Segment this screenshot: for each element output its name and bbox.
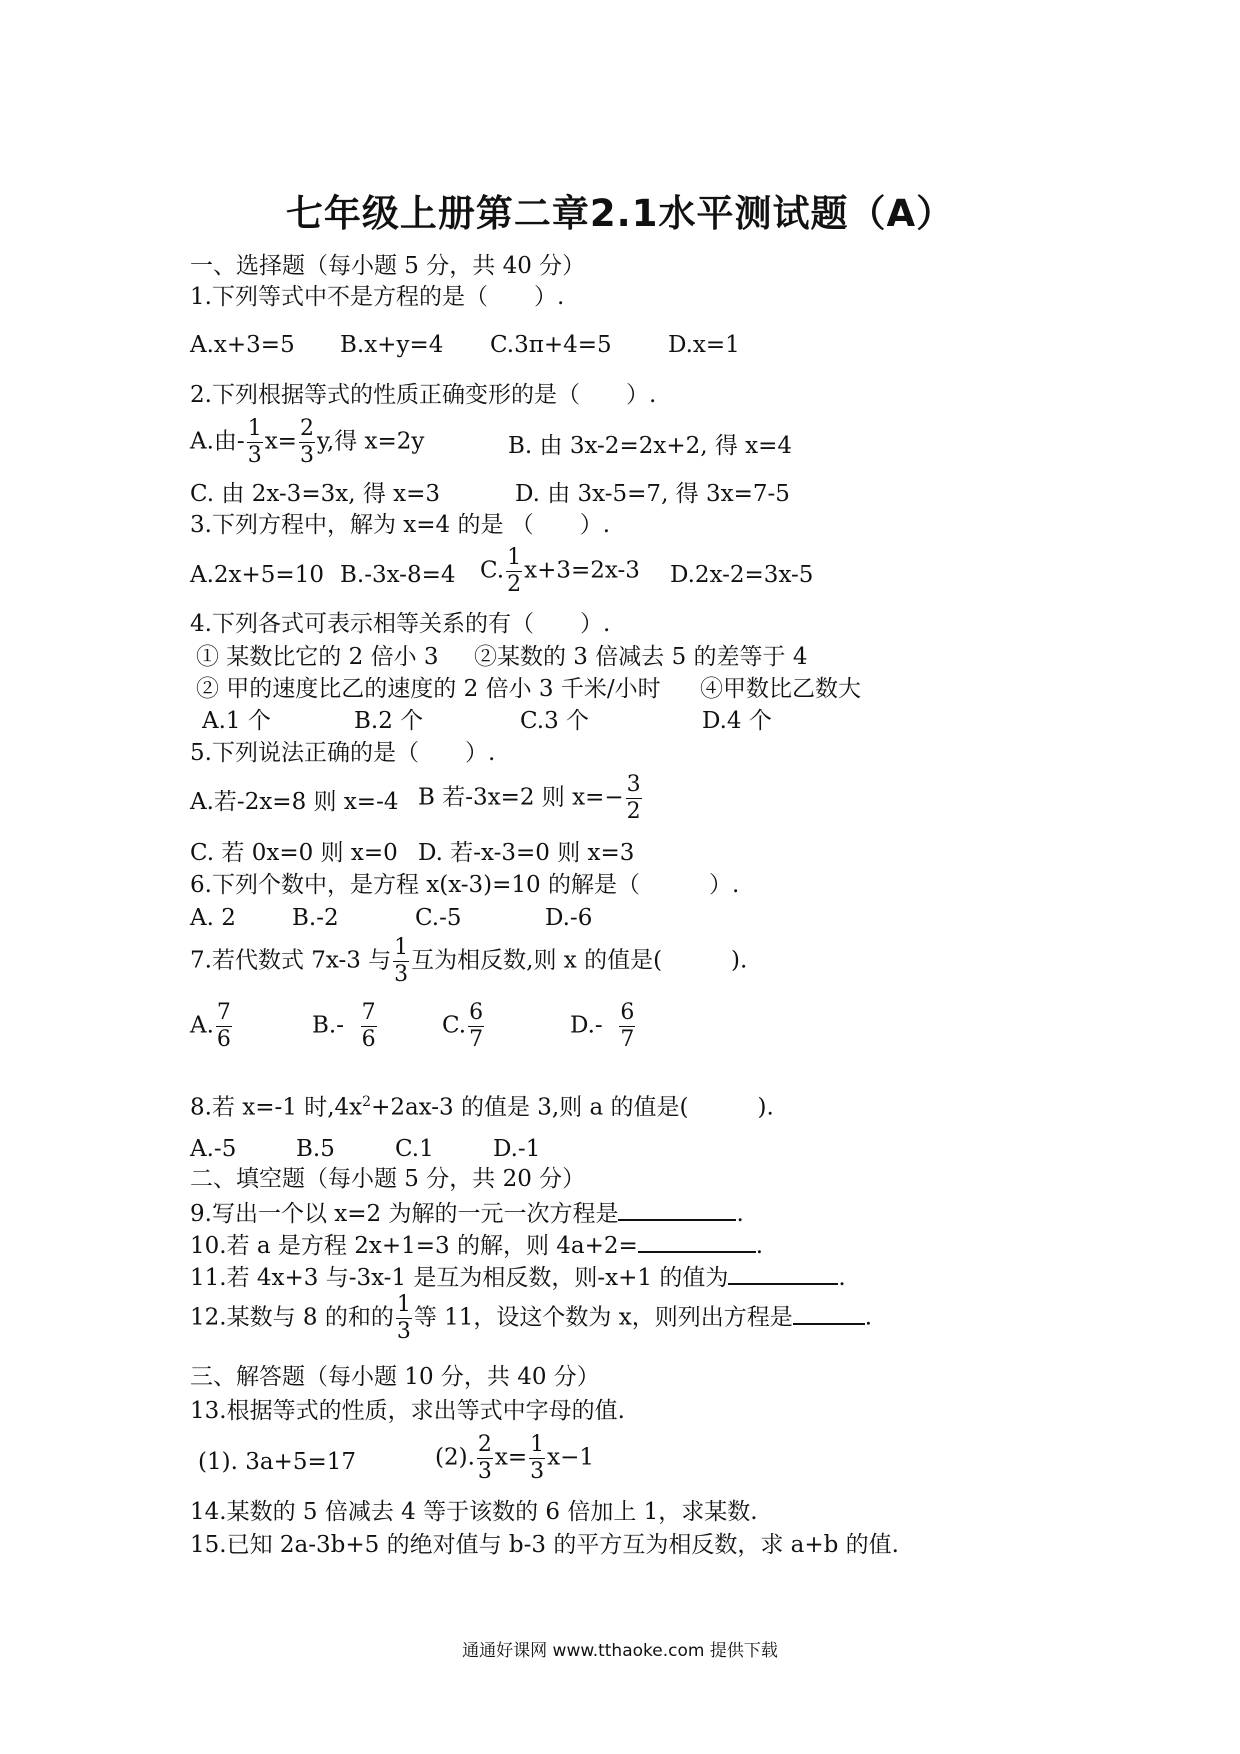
part-suffix: x−1 (547, 1444, 595, 1471)
fraction (626, 772, 642, 825)
option-b-prefix: B 若-3x=2 则 x=− (418, 784, 624, 811)
option-c: C. 由 2x-3=3x, 得 x=3 (190, 481, 441, 507)
stem-suffix: 互为相反数,则 x 的值是( ). (411, 947, 748, 974)
stem-suffix: +2ax-3 的值是 3,则 a 的值是( ). (371, 1094, 774, 1121)
option-d: D.-6 (545, 905, 593, 931)
option-a: A.-5 (190, 1136, 237, 1162)
question-13-parts (190, 1432, 890, 1492)
part-1: (1). 3a+5=17 (198, 1449, 356, 1475)
question-4-items-2 (196, 674, 916, 704)
statement-4: ④甲数比乙数大 (700, 676, 861, 702)
question-12-text (190, 1292, 872, 1345)
numerator: 2 (477, 1432, 492, 1457)
option-c-suffix: x+3=2x-3 (524, 557, 640, 584)
denominator: 7 (620, 1027, 635, 1052)
answer-blank (793, 1301, 865, 1325)
option-prefix: B.- (312, 1012, 344, 1039)
fraction (468, 1000, 484, 1053)
question-9 (190, 1197, 744, 1229)
question-13-stem: 13.根据等式的性质，求出等式中字母的值. (190, 1398, 625, 1424)
question-11-text: 11.若 4x+3 与-3x-1 是互为相反数，则-x+1 的值为 (190, 1265, 729, 1291)
option-a: A.1 个 (202, 708, 271, 734)
question-10 (190, 1229, 763, 1261)
question-3-stem: 3.下列方程中，解为 x=4 的是 （ ）. (190, 512, 611, 538)
part-prefix: (2). (435, 1444, 475, 1471)
numerator: 7 (361, 1000, 376, 1025)
denominator: 3 (299, 443, 314, 468)
option-b (312, 1000, 379, 1053)
denominator: 3 (396, 1319, 411, 1344)
question-2-stem: 2.下列根据等式的性质正确变形的是（ ）. (190, 382, 657, 408)
question-7-options (190, 1000, 890, 1060)
fraction (619, 1000, 635, 1053)
option-a: A.若-2x=8 则 x=-4 (190, 789, 399, 815)
denominator: 7 (469, 1027, 484, 1052)
option-a (190, 416, 424, 469)
question-6-stem: 6.下列个数中，是方程 x(x-3)=10 的解是（ ）. (190, 872, 740, 898)
stem-prefix: 12.某数与 8 的和的 (190, 1304, 394, 1331)
option-c-prefix: C. (480, 557, 505, 584)
answer-blank (728, 1261, 838, 1285)
question-7-text (190, 935, 747, 988)
option-b: B.5 (296, 1136, 335, 1162)
denominator: 3 (394, 962, 409, 987)
option-c (442, 1000, 486, 1053)
question-8-options (190, 1134, 890, 1164)
option-b: B. 由 3x-2=2x+2, 得 x=4 (508, 433, 793, 459)
footer-credit: 通通好课网 www.tthaoke.com 提供下载 (462, 1641, 778, 1661)
fraction (216, 1000, 232, 1053)
answer-blank (638, 1229, 756, 1253)
option-b: B.-2 (292, 905, 339, 931)
numerator: 1 (507, 545, 522, 570)
denominator: 6 (361, 1027, 376, 1052)
option-d (570, 1000, 637, 1053)
period: . (736, 1201, 744, 1227)
section-heading-choice: 一、选择题（每小题 5 分，共 40 分） (190, 253, 586, 279)
question-11 (190, 1261, 846, 1293)
question-2-options-cd (190, 479, 890, 509)
statement-3: ② 甲的速度比乙的速度的 2 倍小 3 千米/小时 (196, 676, 661, 702)
option-a-suffix: y,得 x=2y (316, 428, 425, 455)
question-4-items-1 (196, 642, 896, 672)
denominator: 3 (247, 443, 262, 468)
option-d: D. 由 3x-5=7, 得 3x=7-5 (515, 481, 790, 507)
fraction (247, 416, 263, 469)
option-c: C.3π+4=5 (490, 332, 612, 358)
denominator: 3 (530, 1459, 545, 1484)
denominator: 3 (477, 1459, 492, 1484)
fraction (393, 935, 409, 988)
question-6-options (190, 903, 890, 933)
numerator: 6 (469, 1000, 484, 1025)
part-mid: x= (494, 1444, 528, 1471)
question-3-options (190, 545, 890, 605)
page-title: 七年级上册第二章2.1水平测试题（A） (285, 192, 955, 235)
option-a: A.2x+5=10 (190, 562, 324, 588)
option-prefix: D.- (570, 1012, 603, 1039)
denominator: 2 (626, 799, 641, 824)
denominator: 2 (507, 572, 522, 597)
question-4-options (202, 706, 902, 736)
fraction (299, 416, 315, 469)
part-2 (435, 1432, 594, 1485)
numerator: 7 (216, 1000, 231, 1025)
option-a-prefix: A.由- (190, 428, 245, 455)
option-prefix: A. (190, 1012, 214, 1039)
numerator: 3 (626, 772, 641, 797)
question-14: 14.某数的 5 倍减去 4 等于该数的 6 倍加上 1，求某数. (190, 1499, 758, 1525)
numerator: 1 (396, 1292, 411, 1317)
option-d: D.-1 (493, 1136, 541, 1162)
statement-2: ②某数的 3 倍减去 5 的差等于 4 (474, 644, 808, 670)
option-b: B.-3x-8=4 (340, 562, 456, 588)
question-15: 15.已知 2a-3b+5 的绝对值与 b-3 的平方互为相反数，求 a+b 的值. (190, 1532, 899, 1558)
question-8-stem (190, 1087, 774, 1123)
question-12 (190, 1292, 990, 1352)
numerator: 1 (530, 1432, 545, 1457)
option-c: C. 若 0x=0 则 x=0 (190, 840, 398, 866)
question-10-text: 10.若 a 是方程 2x+1=3 的解，则 4a+2= (190, 1233, 638, 1259)
numerator: 1 (247, 416, 262, 441)
stem-prefix: 8.若 x=-1 时,4x (190, 1094, 363, 1121)
fraction (361, 1000, 377, 1053)
option-d: D.4 个 (702, 708, 772, 734)
option-c: C.3 个 (520, 708, 590, 734)
statement-1: ① 某数比它的 2 倍小 3 (196, 644, 439, 670)
answer-blank (618, 1197, 736, 1221)
option-d: D.x=1 (668, 332, 740, 358)
option-c: C.-5 (415, 905, 462, 931)
period: . (838, 1265, 846, 1291)
option-d: D.2x-2=3x-5 (670, 562, 814, 588)
option-b: B.2 个 (354, 708, 424, 734)
question-7-stem (190, 935, 990, 995)
fraction (477, 1432, 493, 1485)
fraction (506, 545, 522, 598)
option-b: B.x+y=4 (340, 332, 444, 358)
option-c (480, 545, 640, 598)
option-b (418, 772, 644, 825)
option-d: D. 若-x-3=0 则 x=3 (418, 840, 635, 866)
option-a: A.x+3=5 (190, 332, 295, 358)
question-1-stem: 1.下列等式中不是方程的是（ ）. (190, 284, 565, 310)
fraction (529, 1432, 545, 1485)
question-4-stem: 4.下列各式可表示相等关系的有（ ）. (190, 611, 611, 637)
question-9-text: 9.写出一个以 x=2 为解的一元一次方程是 (190, 1201, 619, 1227)
option-c: C.1 (395, 1136, 434, 1162)
option-a: A. 2 (190, 905, 236, 931)
numerator: 2 (299, 416, 314, 441)
fraction (396, 1292, 412, 1345)
question-2-options-ab (190, 416, 890, 476)
question-1-options (190, 330, 890, 360)
question-5-options-cd (190, 838, 890, 868)
section-heading-fill: 二、填空题（每小题 5 分，共 20 分） (190, 1166, 586, 1192)
option-a (190, 1000, 234, 1053)
period: . (755, 1233, 764, 1259)
option-a-mid: x= (264, 428, 297, 455)
question-5-stem: 5.下列说法正确的是（ ）. (190, 740, 496, 766)
option-prefix: C. (442, 1012, 467, 1039)
question-5-options-ab (190, 772, 890, 832)
numerator: 6 (620, 1000, 635, 1025)
denominator: 6 (216, 1027, 231, 1052)
section-heading-solve: 三、解答题（每小题 10 分，共 40 分） (190, 1364, 600, 1390)
period: . (864, 1304, 873, 1331)
stem-suffix: 等 11，设这个数为 x，则列出方程是 (413, 1304, 793, 1331)
exponent: 2 (362, 1094, 372, 1110)
stem-prefix: 7.若代数式 7x-3 与 (190, 947, 392, 974)
numerator: 1 (394, 935, 409, 960)
